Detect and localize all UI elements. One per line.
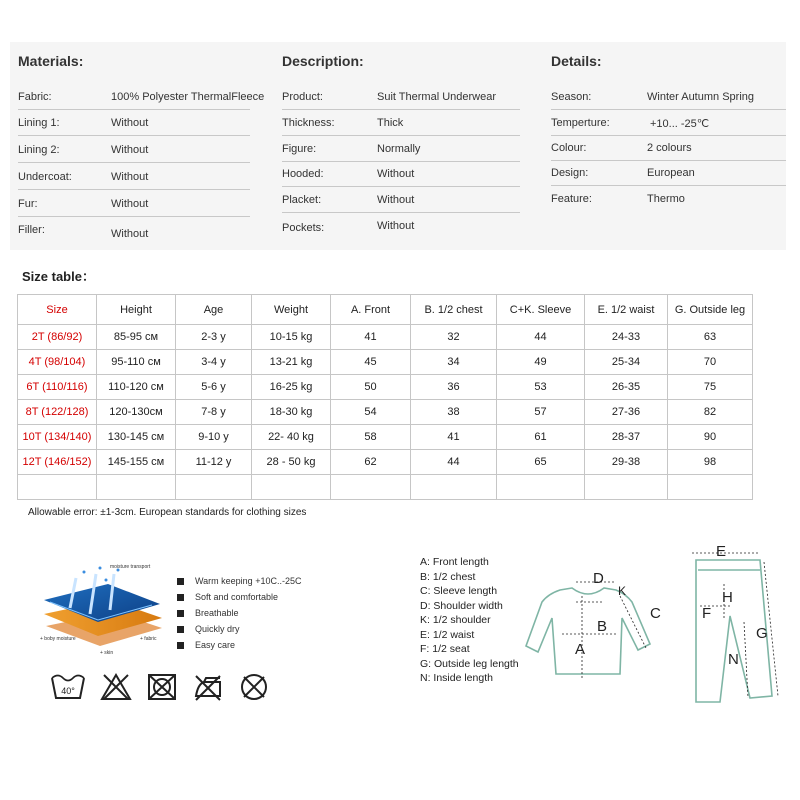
cell-sleeve: 57 bbox=[497, 400, 585, 425]
spec-value: Winter Autumn Spring bbox=[647, 91, 754, 103]
cell-chest: 34 bbox=[411, 350, 497, 375]
cell-weight: 22- 40 kg bbox=[252, 425, 331, 450]
legend-item: D: Shoulder width bbox=[420, 599, 503, 612]
empty-cell bbox=[497, 475, 585, 500]
spec-value: Without bbox=[377, 220, 415, 232]
empty-cell bbox=[668, 475, 753, 500]
empty-cell bbox=[331, 475, 411, 500]
cell-height: 130-145 см bbox=[97, 425, 176, 450]
feature-item bbox=[177, 573, 301, 589]
spec-label: Undercoat: bbox=[18, 171, 72, 183]
spec-label: Season: bbox=[551, 91, 592, 103]
legend-item: F: 1/2 seat bbox=[420, 643, 470, 655]
spec-label: Thickness: bbox=[282, 117, 335, 129]
header-outside-leg: G. Outside leg bbox=[668, 295, 753, 325]
table-row bbox=[18, 375, 753, 400]
cell-weight: 10-15 kg bbox=[252, 325, 331, 350]
cell-front: 45 bbox=[331, 350, 411, 375]
cell-age: 2-3 y bbox=[176, 325, 252, 350]
cell-weight: 28 - 50 kg bbox=[252, 450, 331, 475]
spec-value: 100% Polyester ThermalFleece bbox=[111, 91, 265, 103]
spec-label: Hooded: bbox=[282, 168, 324, 180]
letter-f: F bbox=[702, 605, 712, 622]
header-height: Height bbox=[97, 295, 176, 325]
table-row bbox=[18, 350, 753, 375]
cell-outside-leg: 63 bbox=[668, 325, 753, 350]
header-sleeve: C+K. Sleeve bbox=[497, 295, 585, 325]
spec-label: Placket: bbox=[282, 194, 322, 206]
spec-row bbox=[18, 84, 265, 110]
cell-sleeve: 61 bbox=[497, 425, 585, 450]
no-tumble-dry-icon bbox=[146, 672, 178, 702]
letter-b: B bbox=[597, 618, 608, 635]
spec-label: Fabric: bbox=[18, 91, 52, 103]
legend-item: C: Sleeve length bbox=[420, 585, 498, 597]
letter-c: C bbox=[650, 605, 661, 622]
table-row bbox=[18, 325, 753, 350]
cell-chest: 44 bbox=[411, 450, 497, 475]
cell-outside-leg: 70 bbox=[668, 350, 753, 375]
wash-40-icon bbox=[50, 672, 86, 702]
care-symbols bbox=[50, 672, 270, 702]
cell-size: 8T (122/128) bbox=[18, 400, 97, 425]
cell-weight: 18-30 kg bbox=[252, 400, 331, 425]
header-waist: E. 1/2 waist bbox=[585, 295, 668, 325]
cell-chest: 41 bbox=[411, 425, 497, 450]
cell-front: 62 bbox=[331, 450, 411, 475]
table-row bbox=[18, 400, 753, 425]
cell-waist: 25-34 bbox=[585, 350, 668, 375]
garment-measurement-diagram bbox=[520, 538, 790, 708]
fabric-layers-illustration bbox=[40, 560, 180, 660]
cell-waist: 29-38 bbox=[585, 450, 668, 475]
spec-value: Suit Thermal Underwear bbox=[377, 91, 497, 103]
cell-size: 12T (146/152) bbox=[18, 450, 97, 475]
feature-text: Soft and comfortable bbox=[195, 592, 279, 602]
spec-value: Without bbox=[377, 168, 415, 180]
spec-row bbox=[18, 191, 250, 217]
no-bleach-icon bbox=[100, 672, 132, 702]
cell-age: 11-12 y bbox=[176, 450, 252, 475]
spec-row bbox=[282, 161, 520, 187]
cell-age: 9-10 y bbox=[176, 425, 252, 450]
spec-value: +10... -25℃ bbox=[650, 118, 710, 130]
feature-text: Quickly dry bbox=[195, 624, 240, 634]
header-front: A. Front bbox=[331, 295, 411, 325]
feature-item bbox=[177, 589, 301, 605]
spec-label: Figure: bbox=[282, 143, 317, 155]
empty-cell bbox=[18, 475, 97, 500]
spec-row bbox=[551, 110, 786, 136]
empty-cell bbox=[411, 475, 497, 500]
feature-item bbox=[177, 621, 301, 637]
letter-g: G bbox=[756, 625, 768, 642]
spec-label: Feature: bbox=[551, 193, 592, 205]
cell-waist: 24-33 bbox=[585, 325, 668, 350]
bullet-square-icon bbox=[177, 626, 184, 633]
cell-front: 54 bbox=[331, 400, 411, 425]
spec-row bbox=[18, 137, 250, 163]
table-row bbox=[18, 425, 753, 450]
cell-height: 120-130см bbox=[97, 400, 176, 425]
cell-height: 95-110 см bbox=[97, 350, 176, 375]
spec-value: Without bbox=[111, 117, 149, 129]
spec-value: Without bbox=[111, 144, 149, 156]
cell-size: 2T (86/92) bbox=[18, 325, 97, 350]
spec-row bbox=[551, 160, 786, 186]
specs-panel bbox=[10, 42, 786, 250]
cell-front: 58 bbox=[331, 425, 411, 450]
size-table-title: Size table： bbox=[22, 269, 95, 284]
letter-h: H bbox=[722, 589, 733, 606]
cell-sleeve: 65 bbox=[497, 450, 585, 475]
feature-text: Easy care bbox=[195, 640, 236, 650]
spec-label: Lining 2: bbox=[18, 144, 60, 156]
cell-sleeve: 53 bbox=[497, 375, 585, 400]
dim-line-shirt bbox=[562, 596, 616, 678]
spec-label: Temperture: bbox=[551, 117, 610, 129]
cell-size: 10T (134/140) bbox=[18, 425, 97, 450]
spec-row bbox=[282, 110, 520, 136]
spec-row bbox=[18, 110, 250, 136]
empty-cell bbox=[176, 475, 252, 500]
spec-row bbox=[282, 213, 520, 239]
moisture-drop bbox=[83, 571, 86, 574]
spec-label: Colour: bbox=[551, 142, 587, 154]
cell-chest: 32 bbox=[411, 325, 497, 350]
cell-front: 50 bbox=[331, 375, 411, 400]
cell-weight: 16-25 kg bbox=[252, 375, 331, 400]
body-moisture-label: + boby moisture bbox=[40, 636, 76, 642]
table-row-empty bbox=[18, 475, 753, 500]
cell-outside-leg: 82 bbox=[668, 400, 753, 425]
cell-age: 7-8 y bbox=[176, 400, 252, 425]
cell-height: 110-120 см bbox=[97, 375, 176, 400]
letter-k: K bbox=[618, 584, 627, 598]
size-table bbox=[17, 294, 753, 500]
fabric-label: + fabric bbox=[140, 636, 157, 642]
size-table-body bbox=[18, 325, 753, 500]
bullet-square-icon bbox=[177, 594, 184, 601]
legend-item: N: Inside length bbox=[420, 672, 493, 684]
header-size: Size bbox=[18, 295, 97, 325]
cell-size: 6T (110/116) bbox=[18, 375, 97, 400]
spec-row bbox=[551, 84, 786, 110]
bullet-square-icon bbox=[177, 642, 184, 649]
spec-label: Design: bbox=[551, 167, 589, 179]
table-row bbox=[18, 450, 753, 475]
wash-temperature: 40° bbox=[61, 686, 75, 696]
spec-value: Thick bbox=[377, 117, 404, 129]
header-age: Age bbox=[176, 295, 252, 325]
description-title: Description: bbox=[282, 53, 364, 69]
spec-value: Without bbox=[377, 194, 415, 206]
feature-text: Breathable bbox=[195, 608, 239, 618]
letter-d: D bbox=[593, 570, 604, 587]
legend-item: B: 1/2 chest bbox=[420, 570, 476, 583]
feature-item bbox=[177, 637, 301, 653]
bullet-square-icon bbox=[177, 578, 184, 585]
legend-item: K: 1/2 shoulder bbox=[420, 614, 491, 626]
spec-row bbox=[18, 217, 250, 243]
header-weight: Weight bbox=[252, 295, 331, 325]
letter-n: N bbox=[728, 651, 739, 668]
spec-label: Filler: bbox=[18, 224, 45, 236]
spec-row bbox=[18, 164, 250, 190]
cell-size: 4T (98/104) bbox=[18, 350, 97, 375]
spec-label: Product: bbox=[282, 91, 323, 103]
cell-front: 41 bbox=[331, 325, 411, 350]
feature-item bbox=[177, 605, 301, 621]
header-chest: B. 1/2 chest bbox=[411, 295, 497, 325]
letter-a: A bbox=[575, 641, 586, 658]
feature-text: Warm keeping +10C..-25C bbox=[195, 576, 302, 586]
moisture-drop bbox=[99, 567, 102, 570]
details-title: Details: bbox=[551, 53, 602, 69]
spec-row bbox=[551, 186, 786, 212]
cell-weight: 13-21 kg bbox=[252, 350, 331, 375]
spec-row bbox=[282, 136, 520, 162]
skin-label: + skin bbox=[100, 650, 114, 656]
measurement-legend bbox=[420, 556, 519, 687]
no-dry-clean-icon bbox=[238, 672, 270, 702]
no-iron-icon bbox=[192, 672, 224, 702]
cell-chest: 36 bbox=[411, 375, 497, 400]
cell-sleeve: 49 bbox=[497, 350, 585, 375]
letter-e: E bbox=[716, 543, 727, 560]
spec-label: Pockets: bbox=[282, 222, 325, 234]
table-header-row bbox=[18, 295, 753, 325]
empty-cell bbox=[252, 475, 331, 500]
shirt-outline bbox=[526, 588, 650, 674]
cell-sleeve: 44 bbox=[497, 325, 585, 350]
spec-value: 2 colours bbox=[647, 142, 692, 154]
legend-item: G: Outside leg length bbox=[420, 657, 519, 670]
bullet-square-icon bbox=[177, 610, 184, 617]
cell-height: 85-95 см bbox=[97, 325, 176, 350]
spec-row bbox=[551, 135, 786, 161]
spec-row bbox=[282, 187, 520, 213]
cell-age: 5-6 y bbox=[176, 375, 252, 400]
cell-age: 3-4 y bbox=[176, 350, 252, 375]
empty-cell bbox=[97, 475, 176, 500]
spec-value: Without bbox=[111, 198, 149, 210]
spec-label: Fur: bbox=[18, 198, 38, 210]
empty-cell bbox=[585, 475, 668, 500]
cell-outside-leg: 90 bbox=[668, 425, 753, 450]
cell-outside-leg: 98 bbox=[668, 450, 753, 475]
spec-value: Without bbox=[111, 228, 149, 240]
moisture-drop bbox=[105, 579, 108, 582]
spec-value: European bbox=[647, 167, 695, 179]
cell-outside-leg: 75 bbox=[668, 375, 753, 400]
cell-chest: 38 bbox=[411, 400, 497, 425]
spec-row bbox=[282, 84, 520, 110]
spec-value: Without bbox=[111, 171, 149, 183]
legend-item: E: 1/2 waist bbox=[420, 628, 475, 641]
cell-height: 145-155 см bbox=[97, 450, 176, 475]
legend-item: A: Front length bbox=[420, 556, 489, 568]
spec-value: Normally bbox=[377, 143, 421, 155]
moisture-transport-label: moisture transport bbox=[110, 564, 151, 570]
materials-title: Materials: bbox=[18, 53, 84, 69]
cell-waist: 27-36 bbox=[585, 400, 668, 425]
cell-waist: 26-35 bbox=[585, 375, 668, 400]
allowable-error-note: Allowable error: ±1-3cm. European standards for clothing sizes bbox=[28, 507, 307, 518]
cell-waist: 28-37 bbox=[585, 425, 668, 450]
spec-label: Lining 1: bbox=[18, 117, 60, 129]
feature-list bbox=[177, 573, 301, 653]
spec-value: Thermo bbox=[647, 193, 685, 205]
